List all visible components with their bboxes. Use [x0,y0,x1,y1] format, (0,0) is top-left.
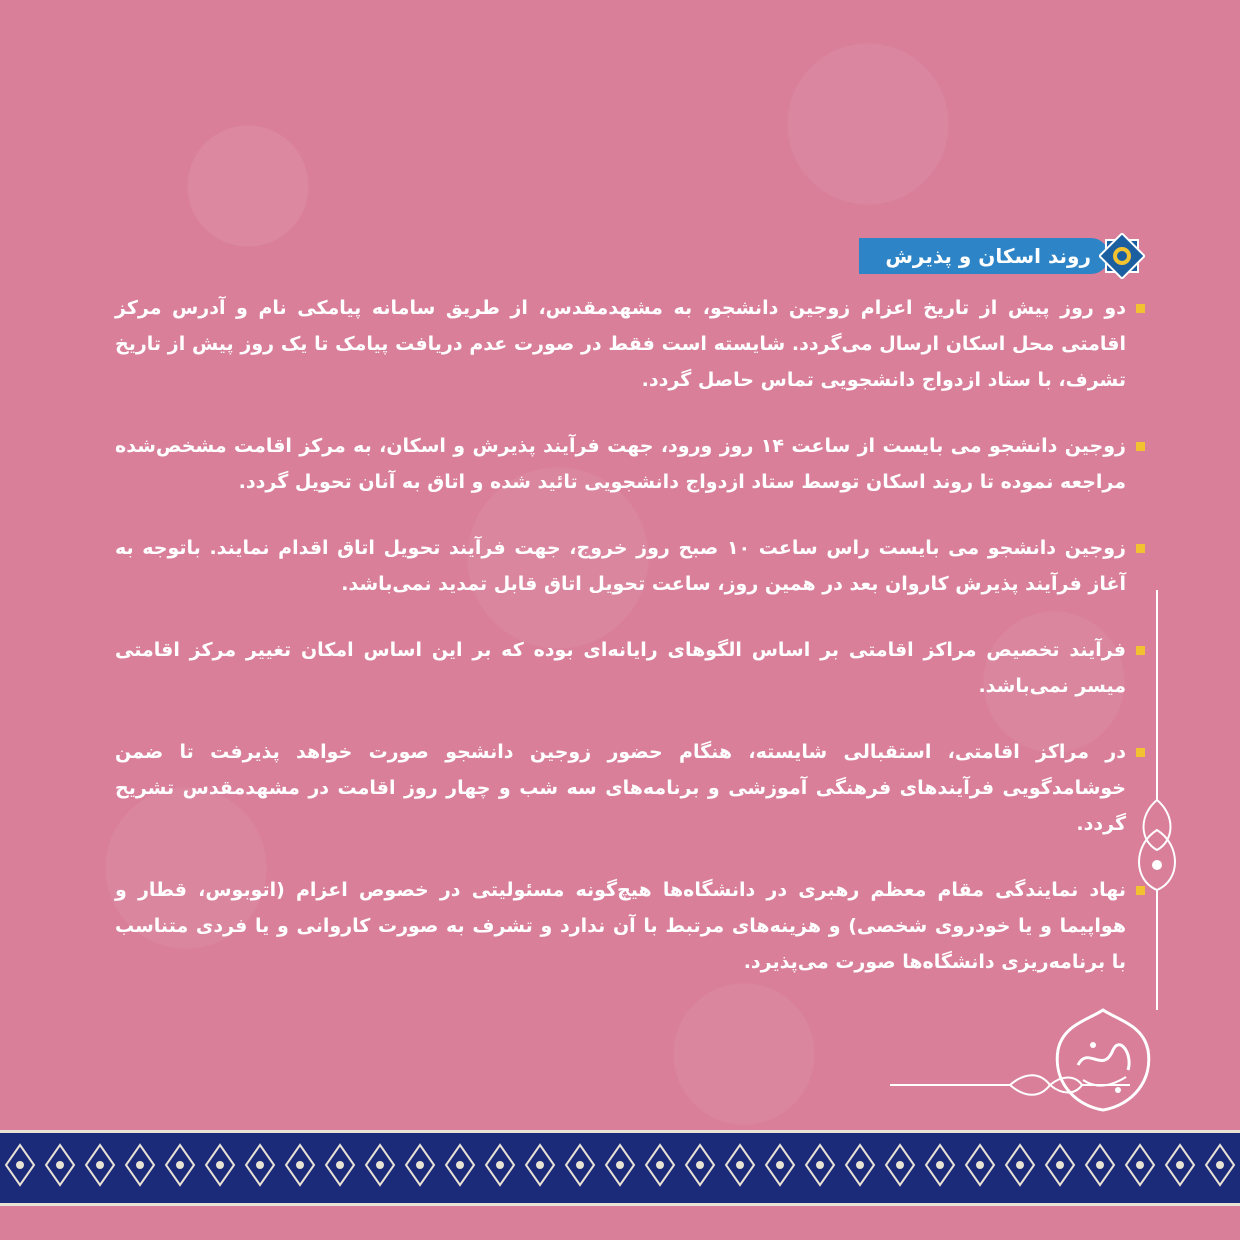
tile-motif [1086,1145,1114,1185]
section-title: روند اسکان و پذیرش [859,238,1109,274]
tile-motif [606,1145,634,1185]
list-item [115,290,1145,398]
tile-motif [486,1145,514,1185]
list-item-text: زوجین دانشجو می بایست راس ساعت ۱۰ صبح روز خروج، جهت فرآیند تحویل اتاق اقدام نمایند. باتوجه به آغاز فرآیند پذیرش کاروان بعد در همین روز، ساعت تحویل اتاق قابل تمدید نمی‌باشد. [115,537,1126,595]
star-emblem-icon [1099,233,1145,279]
tile-motif [1166,1145,1194,1185]
tile-motif [566,1145,594,1185]
section-header [859,232,1145,280]
list-item [115,872,1145,980]
tile-motif [966,1145,994,1185]
list-item [115,632,1145,704]
list-item-text: فرآیند تخصیص مراکز اقامتی بر اساس الگوهای رایانه‌ای بوده که بر این اساس امکان تغییر مرکز اقامتی میسر نمی‌باشد. [115,639,1126,697]
tile-motif [646,1145,674,1185]
tile-motif [686,1145,714,1185]
bullet-icon [1136,304,1145,313]
tile-motif [86,1145,114,1185]
tile-motif [6,1145,34,1185]
tile-motif [886,1145,914,1185]
bullet-icon [1136,442,1145,451]
list-item-text: در مراکز اقامتی، استقبالی شایسته، هنگام حضور زوجین دانشجو صورت خواهد پذیرفت تا ضمن خوشامدگویی فرآیندهای فرهنگی آموزشی و برنامه‌های سه شب و چهار روز اقامت در مشهدمقدس تشریح گردد. [115,741,1126,835]
tile-motif [766,1145,794,1185]
tile-motif [806,1145,834,1185]
content-list [115,290,1145,1010]
tile-motif [1126,1145,1154,1185]
list-item-text: زوجین دانشجو می بایست از ساعت ۱۴ روز ورود، جهت فرآیند پذیرش و اسکان، به مرکز اقامت مشخص‌شده مراجعه نموده تا روند اسکان توسط ستاد ازدواج دانشجویی تائید شده و اتاق به آنان تحویل گردد. [115,435,1126,493]
tile-motif [166,1145,194,1185]
tile-motif [926,1145,954,1185]
list-item [115,734,1145,842]
tile-motif [446,1145,474,1185]
tile-motif [206,1145,234,1185]
list-item [115,428,1145,500]
tile-border [0,1130,1240,1206]
bullet-icon [1136,544,1145,553]
tile-motif [1206,1145,1234,1185]
tile-motif [326,1145,354,1185]
list-item [115,530,1145,602]
tile-motif [246,1145,274,1185]
tile-motif [46,1145,74,1185]
tile-motif [846,1145,874,1185]
list-item-text: نهاد نمایندگی مقام معظم رهبری در دانشگاه‌ها هیچ‌گونه مسئولیتی در خصوص اعزام (اتوبوس، قطار و هواپیما و یا خودروی شخصی) و هزینه‌های مرتبط با آن ندارد و تشرف به صورت کاروانی و یا فردی متناسب با برنامه‌ریزی دانشگاه‌ها صورت می‌پذیرد. [115,879,1126,973]
bottom-ornament [890,1070,1130,1100]
tile-motif [366,1145,394,1185]
tile-motif [726,1145,754,1185]
tile-motif [126,1145,154,1185]
tile-motif [286,1145,314,1185]
tile-motif [526,1145,554,1185]
tile-motif [1006,1145,1034,1185]
list-item-text: دو روز پیش از تاریخ اعزام زوجین دانشجو، به مشهدمقدس، از طریق سامانه پیامکی نام و آدرس مرکز اقامتی محل اسکان ارسال می‌گردد. شایسته است فقط در صورت عدم دریافت پیامک تا یک روز پیش از تاریخ تشرف، با ستاد ازدواج دانشجویی تماس حاصل گردد. [115,297,1126,391]
tile-motif [1046,1145,1074,1185]
tile-motif [406,1145,434,1185]
